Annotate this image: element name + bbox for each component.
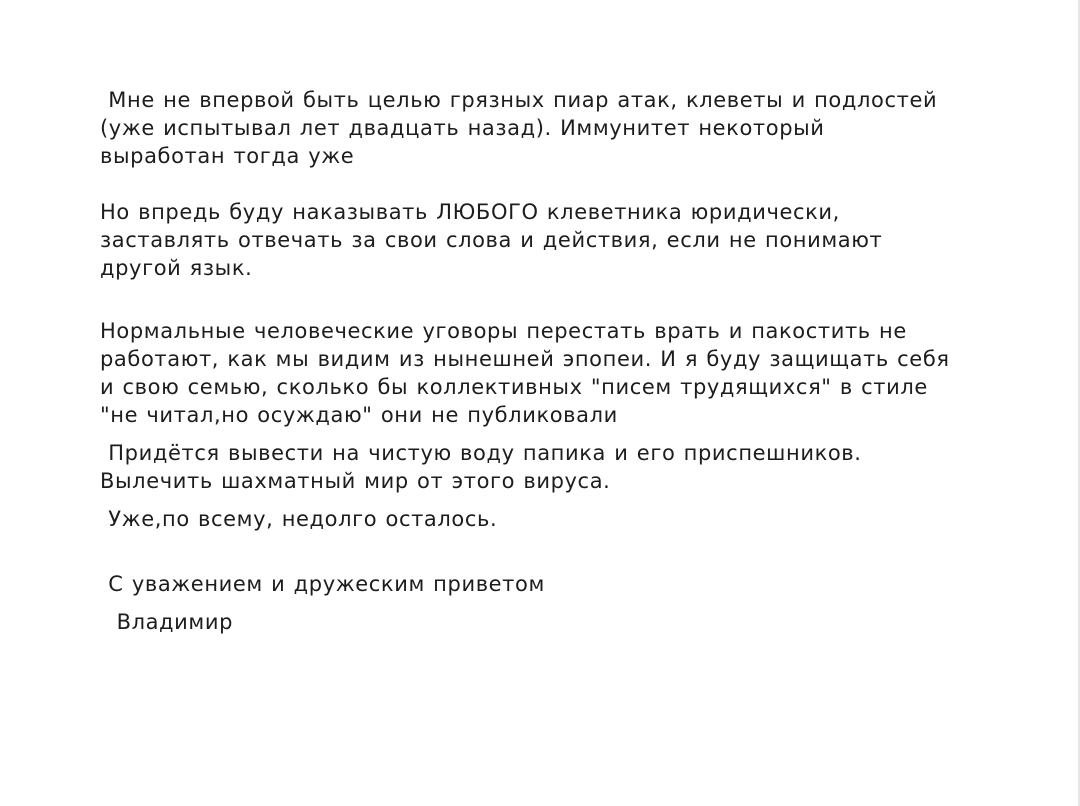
paragraph-expose: Придётся вывести на чистую воду папика и его приспешников. Вылечить шахматный мир от этого вируса. xyxy=(100,441,862,493)
signature-name: Владимир xyxy=(100,610,234,634)
paragraph-soon: Уже,по всему, недолго осталось. xyxy=(100,507,498,531)
closing-line: С уважением и дружеским приветом xyxy=(100,572,545,596)
paragraph-immunity: Мне не впервой быть целью грязных пиар атак, клеветы и подлостей (уже испытывал лет двадцать назад). Иммунитет некоторый выработан тогда уже xyxy=(100,88,938,168)
paragraph-protect-family: Нормальные человеческие уговоры перестать врать и пакостить не работают, как мы видим из нынешней эпопеи. И я буду защищать себя и свою семью, сколько бы коллективных "писем трудящихся" в стиле "не читал,но осуждаю" они не публиковали xyxy=(100,319,950,427)
letter-body xyxy=(100,86,1000,636)
paragraph-legal-action: Но впредь буду наказывать ЛЮБОГО клеветника юридически, заставлять отвечать за свои слова и действия, если не понимают другой язык. xyxy=(100,200,883,280)
